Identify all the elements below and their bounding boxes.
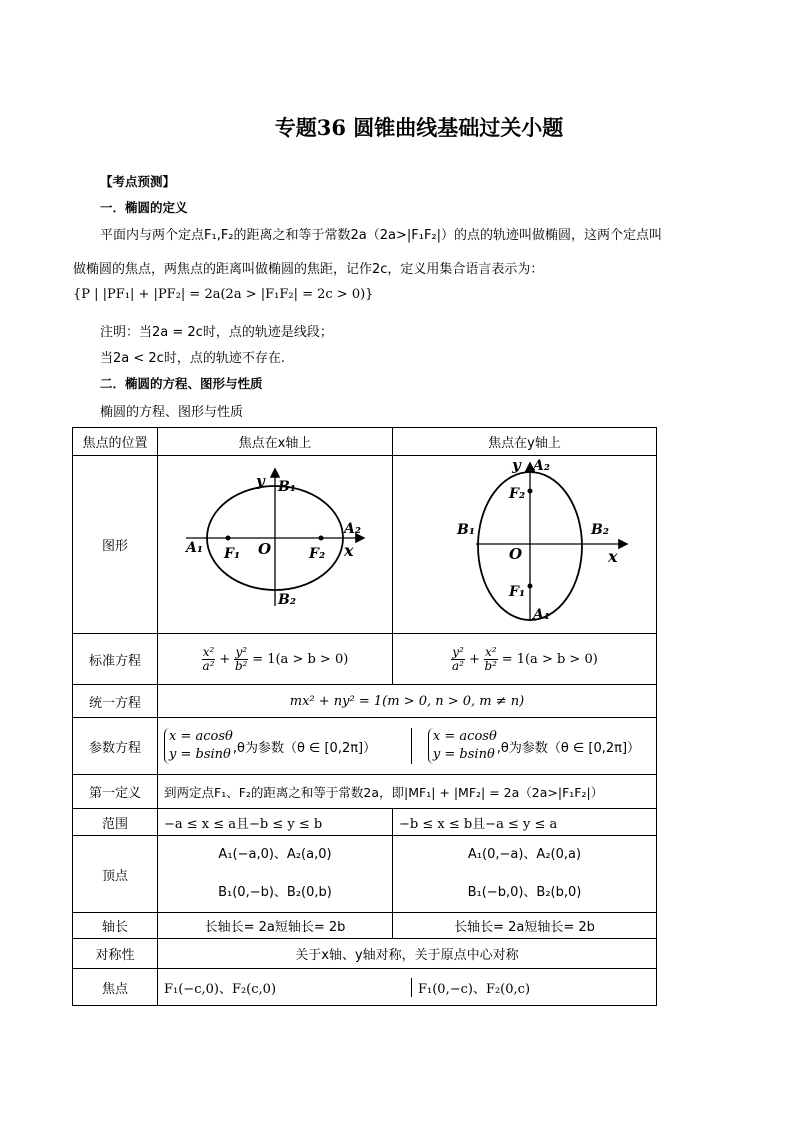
section-tag: 【考点预测】 — [100, 174, 176, 189]
table-row — [73, 836, 657, 913]
heading-ellipse-definition: 一．椭圆的定义 — [100, 200, 188, 215]
std-x-tail: = 1(a > b > 0) — [252, 651, 349, 667]
label-f1: F₁ — [509, 584, 526, 600]
ellipse-x-figure — [158, 456, 393, 629]
definition-line-2: 做椭圆的焦点，两焦点的距离叫做椭圆的焦距，记作2c，定义用集合语言表示为： — [73, 262, 544, 277]
param-x-system: x = acosθ y = bsinθ — [164, 728, 233, 764]
focus-point-f2 — [528, 489, 533, 494]
table-row — [73, 913, 657, 939]
cell-focus-split — [158, 969, 657, 1006]
cell-vertex-y — [393, 836, 657, 913]
cell-axis-y: 长轴长= 2a短轴长= 2b — [393, 913, 657, 939]
param-y-cell — [412, 728, 656, 764]
table-row — [73, 775, 657, 809]
focus-point-f1 — [226, 536, 231, 541]
label-x: x — [344, 541, 354, 560]
label-f1: F₁ — [224, 546, 241, 562]
table-row — [73, 718, 657, 775]
cell-first-def-label: 第一定义 — [73, 775, 158, 809]
label-o: O — [258, 540, 272, 558]
cell-range-y: −b ≤ x ≤ b且−a ≤ y ≤ a — [393, 809, 657, 836]
table-row — [73, 939, 657, 969]
cell-focus-label: 焦点 — [73, 969, 158, 1006]
label-o: O — [509, 545, 523, 563]
label-y: y — [512, 456, 521, 474]
cell-focus-position-label: 焦点的位置 — [73, 428, 158, 456]
note-segment: 注明：当2a = 2c时，点的轨迹是线段； — [100, 325, 333, 340]
cell-param-label: 参数方程 — [73, 718, 158, 775]
cell-figure-x — [158, 456, 393, 634]
cell-axis-x: 长轴长= 2a短轴长= 2b — [158, 913, 393, 939]
focus-y-cell: F₁(0,−c)、F₂(0,c) — [418, 981, 531, 997]
note-nonexistent: 当2a < 2c时，点的轨迹不存在. — [100, 351, 285, 366]
ellipse-properties-table — [72, 427, 657, 1006]
label-y: y — [256, 472, 265, 490]
param-y-tail: ,θ为参数（θ ∈ [0,2π]） — [496, 740, 641, 756]
label-a1: A₁ — [186, 540, 203, 556]
cell-first-def-value: 到两定点F₁、F₂的距离之和等于常数2a，即|MF₁| + |MF₂| = 2a（2a>|F₁F₂|） — [158, 775, 657, 809]
table-row — [73, 634, 657, 685]
label-b2: B₂ — [278, 592, 296, 608]
cell-y-axis-header: 焦点在y轴上 — [393, 428, 657, 456]
set-formula: {P | |PF₁| + |PF₂| = 2a(2a > |F₁F₂| = 2c > 0)} — [73, 287, 374, 302]
cell-range-label: 范围 — [73, 809, 158, 836]
param-y-system: x = acosθ y = bsinθ — [428, 728, 497, 764]
cell-std-label: 标准方程 — [73, 634, 158, 685]
table-caption: 椭圆的方程、图形与性质 — [100, 405, 244, 420]
fraction-y2-b2: $\frac{\text{y²}}{\text{b²}}$ — [235, 644, 248, 673]
label-a1: A₁ — [533, 607, 550, 623]
param-x-tail: ,θ为参数（θ ∈ [0,2π]） — [232, 740, 377, 756]
heading-ellipse-properties: 二．椭圆的方程、图形与性质 — [100, 376, 263, 391]
cell-unified-value: mx² + ny² = 1(m > 0, n > 0, m ≠ n) — [158, 685, 657, 718]
cell-figure-label: 图形 — [73, 456, 158, 634]
table-row — [73, 428, 657, 456]
cell-unified-label: 统一方程 — [73, 685, 158, 718]
cell-param-split — [158, 718, 657, 775]
label-f2: F₂ — [309, 546, 326, 562]
cell-std-x: $\frac{\text{x²}}{\text{a²}}$ + $\frac{\text{y²}}{\text{b²}}$ = 1(a > b > 0) — [158, 634, 393, 685]
fraction-x2-a2: $\frac{\text{x²}}{\text{a²}}$ — [202, 644, 215, 673]
focus-point-f1 — [528, 584, 533, 589]
cell-axis-label: 轴长 — [73, 913, 158, 939]
label-x: x — [608, 547, 618, 566]
vertex-x-line2: B₁(0,−b)、B₂(0,b) — [218, 885, 332, 900]
std-y-tail: = 1(a > b > 0) — [501, 651, 598, 667]
label-a2: A₂ — [344, 521, 361, 537]
focus-x-cell: F₁(−c,0)、F₂(c,0) — [158, 978, 412, 997]
cell-std-y: $\frac{\text{y²}}{\text{a²}}$ + $\frac{\text{x²}}{\text{b²}}$ = 1(a > b > 0) — [393, 634, 657, 685]
cell-vertex-label: 顶点 — [73, 836, 158, 913]
label-a2: A₂ — [533, 458, 550, 474]
cell-x-axis-header: 焦点在x轴上 — [158, 428, 393, 456]
cell-vertex-x — [158, 836, 393, 913]
table-row — [73, 809, 657, 836]
table-row — [73, 685, 657, 718]
definition-line-1: 平面内与两个定点F₁,F₂的距离之和等于常数2a（2a>|F₁F₂|）的点的轨迹叫做椭圆，这两个定点叫 — [100, 228, 663, 243]
cell-symmetry-label: 对称性 — [73, 939, 158, 969]
cell-figure-y — [393, 456, 657, 634]
cell-symmetry-value: 关于x轴、y轴对称，关于原点中心对称 — [158, 939, 657, 969]
page-title: 专题36 圆锥曲线基础过关小题 — [274, 115, 564, 140]
label-b2: B₂ — [591, 522, 609, 538]
label-b1: B₁ — [278, 479, 296, 495]
table-row — [73, 969, 657, 1006]
fraction-x2-b2: $\frac{\text{x²}}{\text{b²}}$ — [484, 644, 497, 673]
label-f2: F₂ — [509, 486, 526, 502]
cell-range-x: −a ≤ x ≤ a且−b ≤ y ≤ b — [158, 809, 393, 836]
vertex-y-line2: B₁(−b,0)、B₂(b,0) — [467, 885, 582, 900]
table-row — [73, 456, 657, 634]
vertex-y-line1: A₁(0,−a)、A₂(0,a) — [467, 847, 582, 862]
fraction-y2-a2: $\frac{\text{y²}}{\text{a²}}$ — [452, 644, 464, 673]
focus-point-f2 — [319, 536, 324, 541]
ellipse-y-figure — [393, 456, 657, 629]
vertex-x-line1: A₁(−a,0)、A₂(a,0) — [218, 847, 332, 862]
label-b1: B₁ — [457, 522, 475, 538]
param-x-cell — [158, 728, 412, 764]
